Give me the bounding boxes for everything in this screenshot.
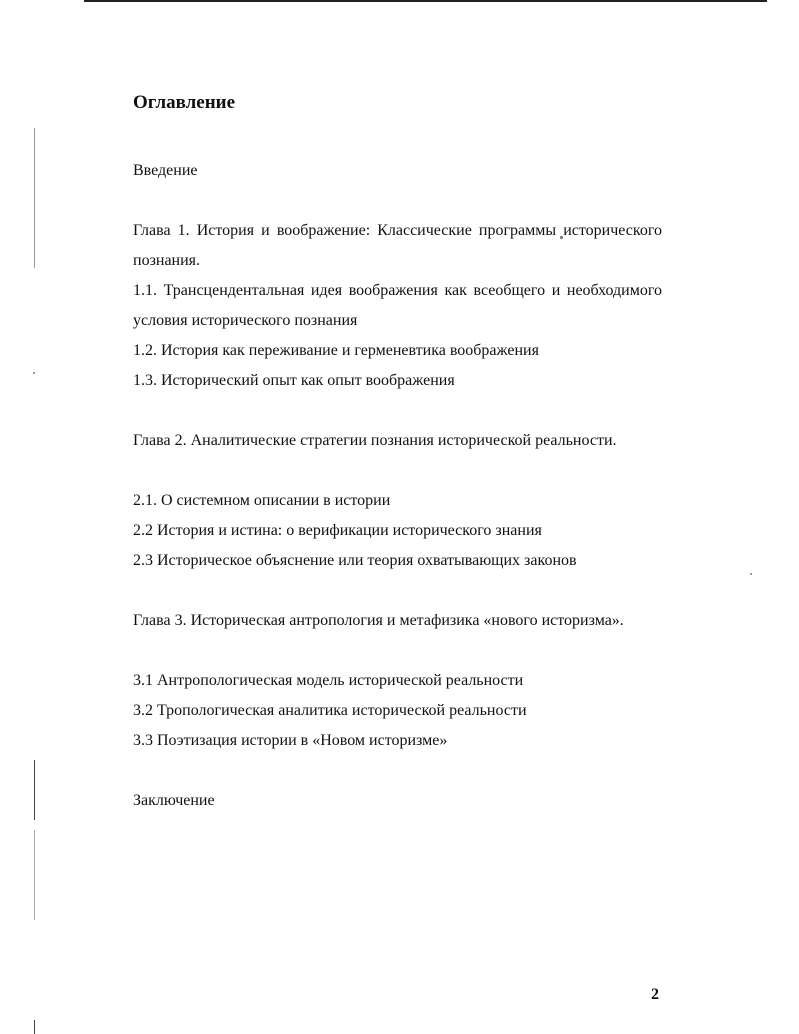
toc-introduction: Введение [133,162,198,179]
toc-section-3-1: 3.1 Антропологическая модель исторической реальности [133,672,524,689]
toc-section-2-3: 2.3 Историческое объяснение или теория охватывающих законов [133,552,577,569]
scan-artifact-line [34,830,35,920]
scan-speck [750,573,752,575]
toc-section-3-3: 3.3 Поэтизация истории в «Новом историзме» [133,732,448,749]
toc-conclusion: Заключение [133,792,215,809]
toc-chapter-1-title: Глава 1. История и воображение: Классические программы исторического познания. [133,222,662,269]
page-title: Оглавление [133,92,236,113]
scan-artifact-line [34,1020,35,1034]
toc-section-2-2: 2.2 История и истина: о верификации исторического знания [133,522,542,539]
top-border-line [84,0,767,2]
toc-section-1-1: 1.1. Трансцендентальная идея воображения как всеобщего и необходимого условия исторического познания [133,282,662,329]
scan-speck [33,372,35,374]
toc-section-1-3: 1.3. Исторический опыт как опыт воображения [133,372,455,389]
page-number: 2 [651,986,659,1003]
scan-artifact-line [34,128,35,268]
toc-section-1-2: 1.2. История как переживание и герменевтика воображения [133,342,539,359]
toc-section-2-1: 2.1. О системном описании в истории [133,492,391,509]
toc-chapter-2-title: Глава 2. Аналитические стратегии познания исторической реальности. [133,432,617,449]
toc-section-3-2: 3.2 Тропологическая аналитика исторической реальности [133,702,527,719]
toc-chapter-3-title: Глава 3. Историческая антропология и метафизика «нового историзма». [133,612,624,629]
scan-artifact-line [34,760,35,820]
